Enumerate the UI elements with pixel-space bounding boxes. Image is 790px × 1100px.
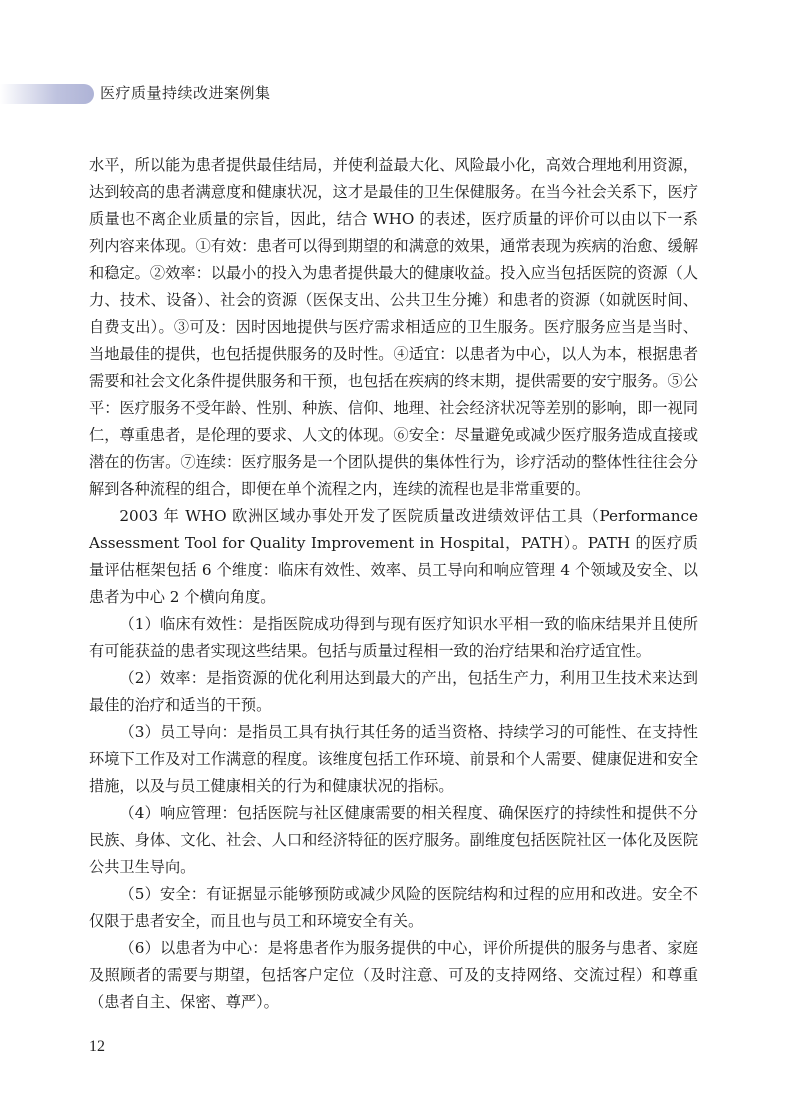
paragraph-patient-centeredness: （6）以患者为中心：是将患者作为服务提供的中心，评价所提供的服务与患者、家庭及照顾者的需要与期望，包括客户定位（及时注意、可及的支持网络、交流过程）和尊重（患者自主、保密、尊严）。 [89, 939, 698, 1011]
paragraph-continuation: 水平，所以能为患者提供最佳结局，并使利益最大化、风险最小化，高效合理地利用资源，达到较高的患者满意度和健康状况，这才是最佳的卫生保健服务。在当今社会关系下，医疗质量也不离企业质量的宗旨，因此，结合 WHO 的表述，医疗质量的评价可以由以下一系列内容来体现。①有效：患者可以得到期望的和满意的效果，通常表现为疾病的治愈、缓解和稳定。②效率：以最小的投入为患者提供最大的健康收益。投入应当包括医院的资源（人力、技术、设备）、社会的资源（医保支出、公共卫生分摊）和患者的资源（如就医时间、自费支出）。③可及：因时因地提供与医疗需求相适应的卫生服务。医疗服务应当是当时、当地最佳的提供，也包括提供服务的及时性。④适宜：以患者为中心，以人为本，根据患者需要和社会文化条件提供服务和干预，也包括在疾病的终末期，提供需要的安宁服务。⑤公平：医疗服务不受年龄、性别、种族、信仰、地理、社会经济状况等差别的影响，即一视同仁，尊重患者，是伦理的要求、人文的体现。⑥安全：尽量避免或减少医疗服务造成直接或潜在的伤害。⑦连续：医疗服务是一个团队提供的集体性行为，诊疗活动的整体性往往会分解到各种流程的组合，即便在单个流程之内，连续的流程也是非常重要的。 [89, 156, 698, 498]
paragraph-path-intro: 2003 年 WHO 欧洲区域办事处开发了医院质量改进绩效评估工具（Performance Assessment Tool for Quality Improvement in Hospital，PATH）。PATH 的医疗质量评估框架包括 6 个维度：临床有效性、效率、员工导向和响应管理 4 个领域及安全、以患者为中心 2 个横向角度。 [89, 507, 698, 606]
paragraph-safety: （5）安全：有证据显示能够预防或减少风险的医院结构和过程的应用和改进。安全不仅限于患者安全，而且也与员工和环境安全有关。 [89, 885, 698, 930]
body-text [89, 152, 698, 1016]
paragraph-clinical-effectiveness: （1）临床有效性：是指医院成功得到与现有医疗知识水平相一致的临床结果并且使所有可能获益的患者实现这些结果。包括与质量过程相一致的治疗结果和治疗适宜性。 [89, 615, 698, 660]
page-number: 12 [89, 1038, 105, 1055]
paragraph-staff-orientation: （3）员工导向：是指员工具有执行其任务的适当资格、持续学习的可能性、在支持性环境下工作及对工作满意的程度。该维度包括工作环境、前景和个人需要、健康促进和安全措施，以及与员工健康相关的行为和健康状况的指标。 [89, 723, 698, 795]
running-header-title: 医疗质量持续改进案例集 [100, 84, 271, 102]
paragraph-responsive-governance: （4）响应管理：包括医院与社区健康需要的相关程度、确保医疗的持续性和提供不分民族、身体、文化、社会、人口和经济特征的医疗服务。副维度包括医院社区一体化及医院公共卫生导向。 [89, 804, 698, 876]
header-decoration-band [0, 84, 94, 104]
paragraph-efficiency: （2）效率：是指资源的优化利用达到最大的产出，包括生产力，利用卫生技术来达到最佳的治疗和适当的干预。 [89, 669, 698, 714]
